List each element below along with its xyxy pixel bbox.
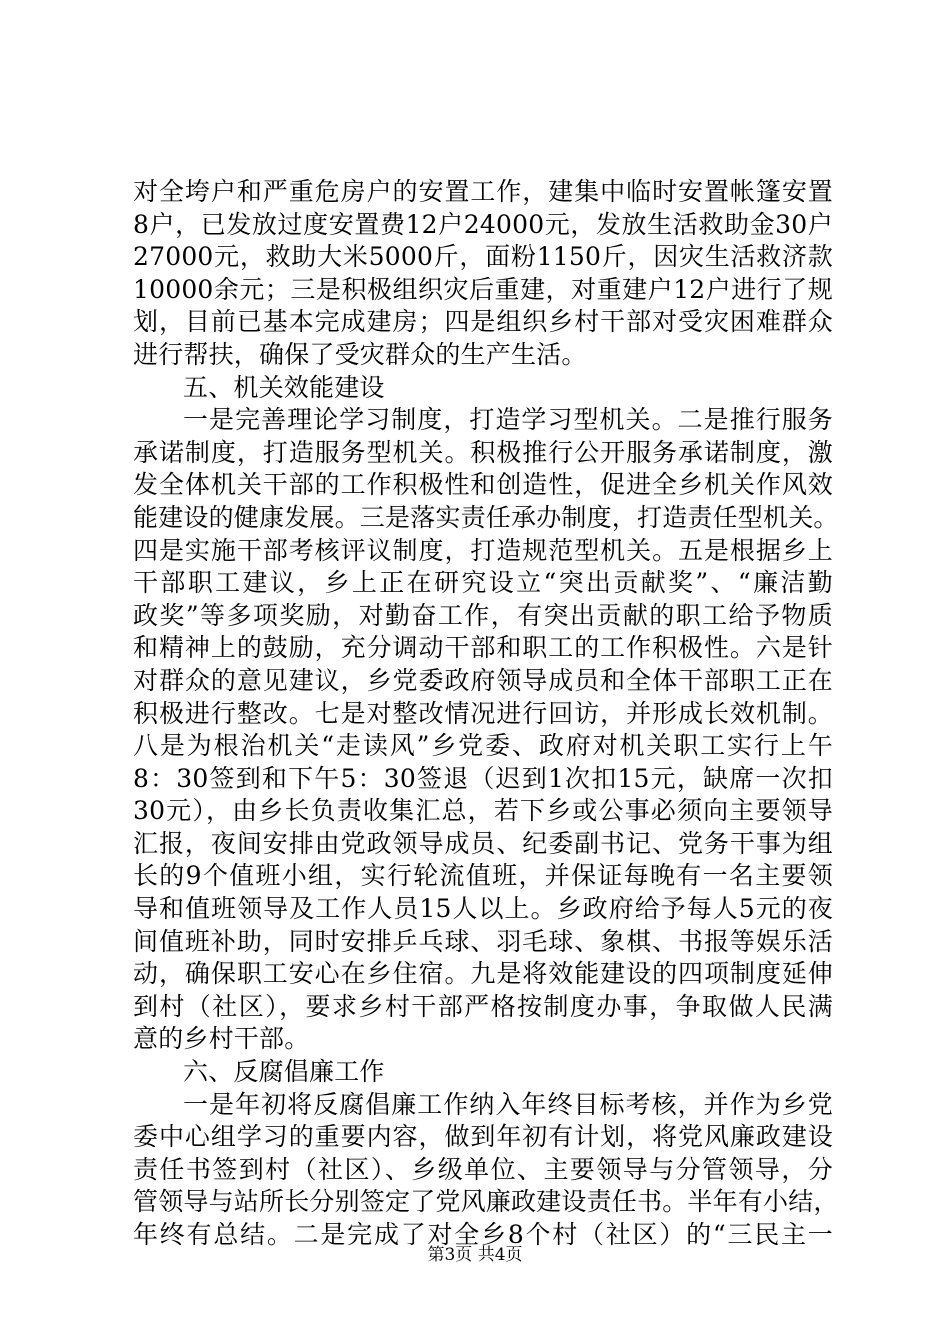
paragraph-line: 积极进行整改。七是对整改情况进行回访，并形成长效机制。 xyxy=(133,698,833,728)
paragraph-line: 发全体机关干部的工作积极性和创造性，促进全乡机关作风效 xyxy=(133,470,833,500)
paragraph-line: 政奖”等多项奖励，对勤奋工作，有突出贡献的职工给予物质 xyxy=(133,600,833,630)
paragraph-first-line: 一是完善理论学习制度，打造学习型机关。二是推行服务 xyxy=(183,405,833,435)
paragraph-line: 8：30签到和下午5：30签退（迟到1次扣15元，缺席一次扣 xyxy=(133,763,833,793)
paragraph-line: 管领导与站所长分别签定了党风廉政建设责任书。半年有小结， xyxy=(133,1187,839,1217)
paragraph-line: 委中心组学习的重要内容，做到年初有计划，将党风廉政建设 xyxy=(133,1122,833,1152)
paragraph-line: 四是实施干部考核评议制度，打造规范型机关。五是根据乡上 xyxy=(133,535,833,565)
paragraph-line: 间值班补助，同时安排乒乓球、羽毛球、象棋、书报等娱乐活 xyxy=(133,926,833,956)
paragraph-line: 27000元，救助大米5000斤，面粉1150斤，因灾生活救济款 xyxy=(133,242,833,272)
paragraph-line: 八是为根治机关“走读风”乡党委、政府对机关职工实行上午 xyxy=(133,731,833,761)
paragraph-line: 长的9个值班小组，实行轮流值班，并保证每晚有一名主要领 xyxy=(133,861,833,891)
section-heading: 六、反腐倡廉工作 xyxy=(183,1057,385,1087)
paragraph-last-line: 进行帮扶，确保了受灾群众的生产生活。 xyxy=(133,339,587,369)
paragraph-line: 对群众的意见建议，乡党委政府领导成员和全体干部职工正在 xyxy=(133,665,833,695)
paragraph-line: 动，确保职工安心在乡住宿。九是将效能建设的四项制度延伸 xyxy=(133,959,833,989)
page-footer: 第3页 共4页 xyxy=(427,1245,523,1265)
paragraph-last-line: 意的乡村干部。 xyxy=(133,1024,310,1054)
paragraph-line: 10000余元；三是积极组织灾后重建，对重建户12户进行了规 xyxy=(133,274,833,304)
paragraph-line: 8户，已发放过度安置费12户24000元，发放生活救助金30户 xyxy=(133,209,833,239)
paragraph-line: 能建设的健康发展。三是落实责任承办制度，打造责任型机关。 xyxy=(133,502,839,532)
paragraph-line: 对全垮户和严重危房户的安置工作，建集中临时安置帐篷安置 xyxy=(133,177,833,206)
document-body xyxy=(133,176,839,1252)
paragraph-line: 30元），由乡长负责收集汇总，若下乡或公事必须向主要领导 xyxy=(133,796,833,826)
paragraph-line: 到村（社区），要求乡村干部严格按制度办事，争取做人民满 xyxy=(133,991,833,1021)
paragraph-line: 汇报，夜间安排由党政领导成员、纪委副书记、党务干事为组 xyxy=(133,828,833,858)
paragraph-line: 干部职工建议，乡上正在研究设立“突出贡献奖”、“廉洁勤 xyxy=(133,568,833,598)
paragraph-line: 年终有总结。二是完成了对全乡8个村（社区）的“三民主一 xyxy=(133,1220,833,1249)
paragraph-line: 导和值班领导及工作人员15人以上。乡政府给予每人5元的夜 xyxy=(133,894,833,924)
paragraph-first-line: 一是年初将反腐倡廉工作纳入年终目标考核，并作为乡党 xyxy=(183,1089,833,1119)
section-heading: 五、机关效能建设 xyxy=(183,372,385,402)
paragraph-line: 和精神上的鼓励，充分调动干部和职工的工作积极性。六是针 xyxy=(133,633,833,663)
paragraph-line: 承诺制度，打造服务型机关。积极推行公开服务承诺制度，激 xyxy=(133,437,833,467)
paragraph-line: 责任书签到村（社区）、乡级单位、主要领导与分管领导，分 xyxy=(133,1154,833,1184)
paragraph-line: 划，目前已基本完成建房；四是组织乡村干部对受灾困难群众 xyxy=(133,307,833,337)
